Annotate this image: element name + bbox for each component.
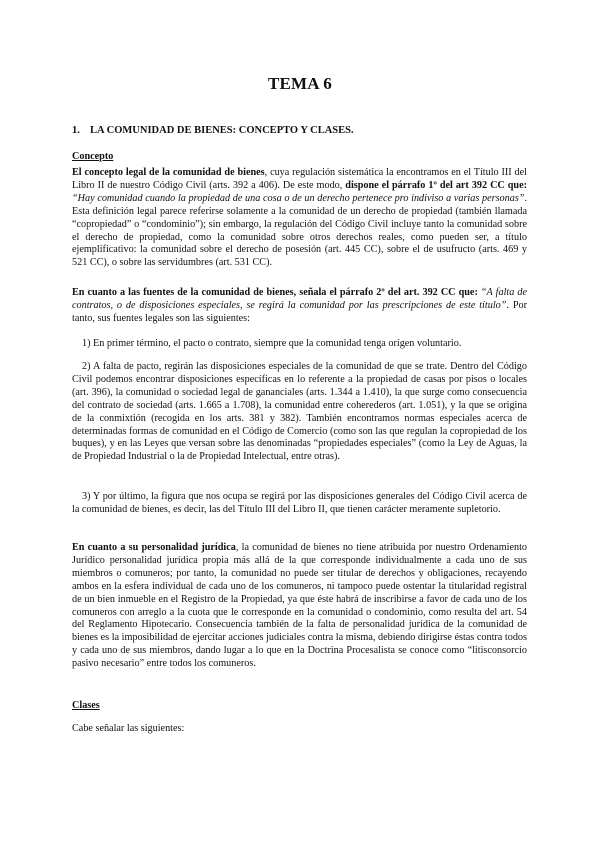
paragraph-fuentes [72, 287, 527, 326]
section-number: 1. [72, 125, 80, 136]
p1-bold-2: dispone el párrafo 1º del art 392 CC que: [345, 179, 528, 191]
p1-text-2: . Esta definición legal parece referirse solamente a la comunidad de un derecho de propiedad (también llamada “copropiedad” o “condominio”); sin embargo, la regulación del Código Civil incluye tanto la comunidad sobre el derecho de propiedad, como la comunidad sobre otros derechos reales, como pueden ser, a título ejemplificativo: la comunidad sobre el derecho de posesión (art. 445 CC), sobre el de usufructo (arts. 469 y 521 CC), o sobre las servidumbres (art. 531 CC). [72, 192, 527, 269]
p2-text-1: . Por tanto, sus fuentes legales son las siguientes: [72, 299, 527, 324]
p2-bold-1: En cuanto a las fuentes de la comunidad de bienes, señala el párrafo 2º del art. 392 CC que: [72, 287, 478, 298]
p1-bold-1: El concepto legal de la comunidad de bienes [72, 167, 265, 178]
list-item-3: 3) Y por último, la figura que nos ocupa se regirá por las disposiciones generales del Código Civil acerca de la comunidad de bienes, es decir, las del Título III del Libro II, que tienen carácter meramente supletorio. [72, 491, 527, 515]
paragraph-clases: Cabe señalar las siguientes: [72, 723, 185, 734]
list-item-2: 2) A falta de pacto, regirán las disposiciones especiales de la comunidad de que se trate. Dentro del Código Civil podemos encontrar disposiciones específicas en lo referente a la propiedad de casas por pisos o locales (art. 396), la comunidad o sociedad legal de gananciales (arts. 1.344 a 1.410), la que surge como consecuencia del contrato de sociedad (arts. 1.665 a 1.708), la comunidad entre coherederos (art. 1.051), y la que se origina de la conmixtión (recogida en los arts. 381 y 382). También encontramos normas especiales acerca de determinadas formas de comunidad en el Código de Comercio (como son las que regulan la copropiedad de los buques), y en las Leyes que versan sobre las denominadas “propiedades especiales” (como la Ley de Aguas, la de Propiedad Industrial o la de Propiedad Intelectual, entre otras). [72, 361, 527, 463]
clases-heading: Clases [72, 700, 100, 711]
section-heading [72, 125, 354, 136]
p1-text-1: , cuya regulación sistemática la encontramos en el Título III del Libro II de nuestro Código Civil (arts. 392 a 406). De este modo, [72, 167, 527, 191]
p3-bold-1: En cuanto a su personalidad jurídica [72, 542, 236, 553]
paragraph-concepto [72, 167, 527, 270]
p2-italic-1: “A falta de contratos, o de disposiciones especiales, se regirá la comunidad por las prescripciones de este título” [72, 287, 528, 311]
page-title: TEMA 6 [267, 74, 332, 93]
p1-italic-1: “Hay comunidad cuando la propiedad de una cosa o de un derecho pertenece pro indiviso a varias personas” [72, 192, 525, 204]
paragraph-personalidad [72, 542, 527, 671]
section-title: LA COMUNIDAD DE BIENES: CONCEPTO Y CLASES. [90, 125, 354, 136]
concepto-heading: Concepto [72, 151, 114, 162]
p3-text-1: , la comunidad de bienes no tiene atribuida por nuestro Ordenamiento Jurídico personalidad jurídica propia más allá de la que corresponde individualmente a cada uno de sus miembros o comuneros; por tanto, la comunidad no puede ser titular de derechos y obligaciones, recayendo ambos en la esfera individual de cada uno de los comuneros, ni tampoco puede ostentar la titularidad registral de un bien inmueble en el Registro de la Propiedad, ya que éste habrá de inscribirse a favor de cada uno de los comuneros con arreglo a la cuota que le corresponde en la comunidad o condominio, como resulta del art. 54 del Reglamento Hipotecario. Consecuencia también de la falta de personalidad jurídica de la comunidad de bienes es la imposibilidad de ejercitar acciones judiciales contra la misma, debiendo dirigirse éstas contra todos y cada uno de sus miembros, dando lugar a lo que en la Doctrina Procesalista se conoce como “litisconsorcio pasivo necesario” entre todos los comuneros. [72, 542, 527, 670]
list-item-1: 1) En primer término, el pacto o contrato, siempre que la comunidad tenga origen voluntario. [82, 338, 462, 349]
